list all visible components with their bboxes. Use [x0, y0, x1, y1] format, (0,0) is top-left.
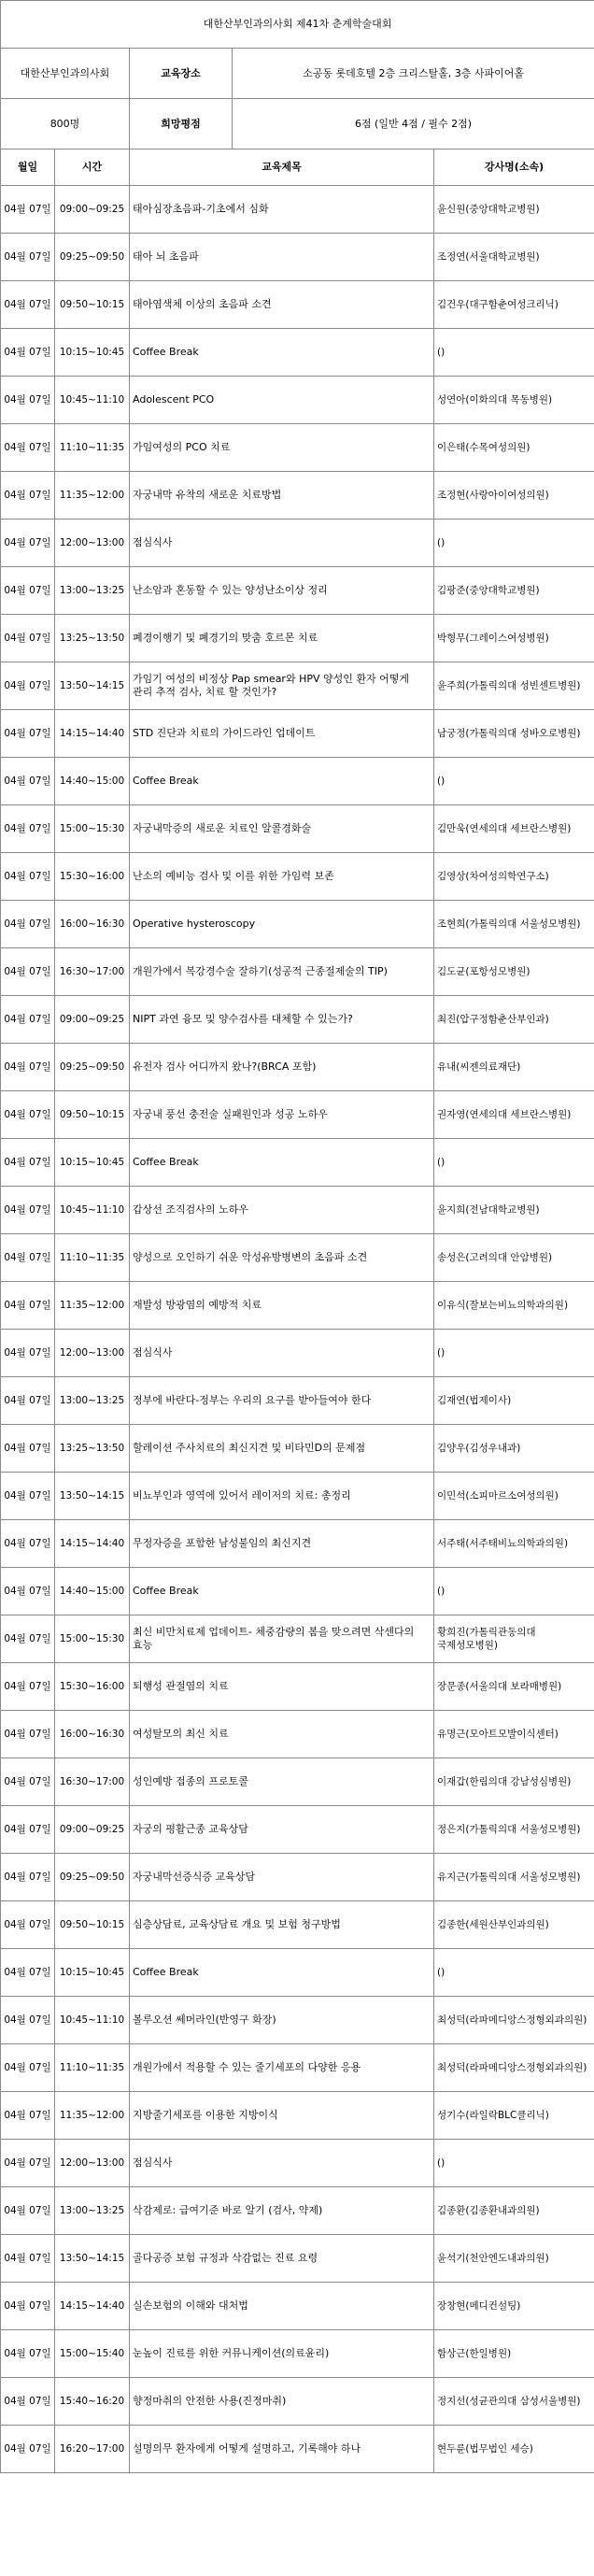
session-date: 04월 07일 [1, 424, 55, 472]
session-lecturer: 유내(씨젠의료재단) [434, 1044, 594, 1091]
session-title: STD 진단과 치료의 가이드라인 업데이트 [130, 710, 434, 758]
session-date: 04월 07일 [1, 1425, 55, 1473]
session-lecturer: 정은지(가톨릭의대 서울성모병원) [434, 1806, 594, 1854]
header-title: 교육제목 [130, 149, 434, 186]
session-date: 04월 07일 [1, 1711, 55, 1758]
session-lecturer: 유명근(모아트모발이식센터) [434, 1711, 594, 1758]
session-lecturer: 김종한(세원산부인과의원) [434, 1901, 594, 1949]
table-row [1, 615, 594, 662]
session-title: 태아염색체 이상의 초음파 소견 [130, 281, 434, 329]
table-row [1, 1663, 594, 1711]
session-lecturer: 김종환(김종환내과의원) [434, 2187, 594, 2235]
header-row [1, 149, 594, 186]
session-title: 삭감제로: 급여기준 바로 알기 (검사, 약제) [130, 2187, 434, 2235]
table-row [1, 2140, 594, 2187]
session-date: 04월 07일 [1, 377, 55, 424]
session-title: 가임기 여성의 비정상 Pap smear와 HPV 양성인 환자 어떻게 관리 추적 검사, 치료 할 것인가? [130, 662, 434, 710]
session-title: Operative hysteroscopy [130, 901, 434, 948]
session-date: 04월 07일 [1, 1615, 55, 1663]
session-title: 점심식사 [130, 1330, 434, 1377]
session-date: 04월 07일 [1, 1139, 55, 1187]
session-time: 12:00~13:00 [55, 2140, 130, 2187]
session-date: 04월 07일 [1, 1330, 55, 1377]
session-date: 04월 07일 [1, 281, 55, 329]
session-time: 10:45~11:10 [55, 1187, 130, 1234]
session-lecturer: () [434, 1330, 594, 1377]
table-row [1, 1901, 594, 1949]
session-lecturer: 장창현(메디컨설팅) [434, 2283, 594, 2330]
session-lecturer: 함상근(한일병원) [434, 2330, 594, 2378]
session-lecturer: 이민석(소피마르소여성의원) [434, 1473, 594, 1520]
table-row [1, 2330, 594, 2378]
session-title: Coffee Break [130, 1949, 434, 1997]
table-row [1, 1473, 594, 1520]
session-date: 04월 07일 [1, 1473, 55, 1520]
table-row [1, 1711, 594, 1758]
session-lecturer: 윤신원(중앙대학교병원) [434, 186, 594, 234]
session-lecturer: 남궁정(가톨릭의대 성바오로병원) [434, 710, 594, 758]
table-row [1, 1997, 594, 2044]
session-title: 정부에 바란다-정부는 우리의 요구를 받아들여야 한다 [130, 1377, 434, 1425]
session-date: 04월 07일 [1, 2378, 55, 2426]
session-time: 09:25~09:50 [55, 1044, 130, 1091]
capacity: 800명 [1, 99, 130, 149]
table-row [1, 377, 594, 424]
organizer: 대한산부인과의사회 [1, 49, 130, 99]
session-date: 04월 07일 [1, 996, 55, 1044]
session-lecturer: () [434, 758, 594, 805]
table-row [1, 1377, 594, 1425]
session-time: 15:00~15:30 [55, 805, 130, 853]
table-row [1, 805, 594, 853]
session-time: 16:00~16:30 [55, 1711, 130, 1758]
session-title: 자궁의 평활근종 교육상담 [130, 1806, 434, 1854]
session-title: 성인예방 접종의 프로토콜 [130, 1758, 434, 1806]
session-title: 자궁내막선증식증 교육상담 [130, 1854, 434, 1901]
session-time: 14:15~14:40 [55, 710, 130, 758]
session-title: Coffee Break [130, 329, 434, 377]
session-lecturer: 윤석기(천안엔도내과의원) [434, 2235, 594, 2283]
session-title: 자궁내막 유착의 새로운 치료방법 [130, 472, 434, 519]
session-title: 심층상담료, 교육상담료 개요 및 보험 청구방법 [130, 1901, 434, 1949]
session-title: Coffee Break [130, 758, 434, 805]
session-date: 04월 07일 [1, 901, 55, 948]
session-title: 퇴행성 관절염의 치료 [130, 1663, 434, 1711]
session-lecturer: 정지선(성균관의대 삼성서울병원) [434, 2378, 594, 2426]
session-title: Coffee Break [130, 1139, 434, 1187]
session-lecturer: 윤주희(가톨릭의대 성빈센트병원) [434, 662, 594, 710]
session-title: Adolescent PCO [130, 377, 434, 424]
session-time: 16:20~17:00 [55, 2426, 130, 2473]
session-date: 04월 07일 [1, 2140, 55, 2187]
session-date: 04월 07일 [1, 1377, 55, 1425]
session-time: 11:35~12:00 [55, 1282, 130, 1330]
session-lecturer: 김팡준(중앙대학교병원) [434, 567, 594, 615]
session-time: 12:00~13:00 [55, 1330, 130, 1377]
session-time: 11:35~12:00 [55, 2092, 130, 2140]
table-row [1, 710, 594, 758]
session-lecturer: 권자영(연세의대 세브란스병원) [434, 1091, 594, 1139]
session-title: 난소의 예비능 검사 및 이를 위한 가임력 보존 [130, 853, 434, 901]
session-date: 04월 07일 [1, 1854, 55, 1901]
session-lecturer: 김영상(차여성의학연구소) [434, 853, 594, 901]
session-date: 04월 07일 [1, 1758, 55, 1806]
session-lecturer: 조정현(사랑아이여성의원) [434, 472, 594, 519]
session-time: 13:50~14:15 [55, 662, 130, 710]
session-time: 10:15~10:45 [55, 1949, 130, 1997]
conference-title: 대한산부인과의사회 제41차 춘계학술대회 [1, 1, 594, 49]
session-title: 설명의무 환자에게 어떻게 설명하고, 기록해야 하나 [130, 2426, 434, 2473]
session-time: 13:50~14:15 [55, 2235, 130, 2283]
session-time: 11:35~12:00 [55, 472, 130, 519]
session-time: 14:40~15:00 [55, 1568, 130, 1615]
session-lecturer: 박형무(그레이스여성병원) [434, 615, 594, 662]
table-row [1, 1806, 594, 1854]
session-title: 향정마취의 안전한 사용(진정마취) [130, 2378, 434, 2426]
session-lecturer: 윤지희(전남대학교병원) [434, 1187, 594, 1234]
session-lecturer: 이유식(잘보는비뇨의학과의원) [434, 1282, 594, 1330]
session-date: 04월 07일 [1, 1234, 55, 1282]
session-lecturer: 김양우(김성우내과) [434, 1425, 594, 1473]
session-title: 점심식사 [130, 2140, 434, 2187]
session-title: 골다공증 보험 규정과 삭감없는 진료 요령 [130, 2235, 434, 2283]
table-row [1, 186, 594, 234]
table-row [1, 1091, 594, 1139]
session-time: 13:00~13:25 [55, 2187, 130, 2235]
session-lecturer: () [434, 1568, 594, 1615]
session-date: 04월 07일 [1, 2330, 55, 2378]
table-row [1, 2378, 594, 2426]
session-date: 04월 07일 [1, 567, 55, 615]
session-title: 가임여성의 PCO 치료 [130, 424, 434, 472]
session-date: 04월 07일 [1, 329, 55, 377]
session-time: 11:10~11:35 [55, 1234, 130, 1282]
session-date: 04월 07일 [1, 2283, 55, 2330]
session-time: 16:30~17:00 [55, 948, 130, 996]
session-title: 눈높이 진료를 위한 커뮤니케이션(의료윤리) [130, 2330, 434, 2378]
session-time: 09:50~10:15 [55, 1901, 130, 1949]
table-row [1, 1044, 594, 1091]
session-date: 04월 07일 [1, 1568, 55, 1615]
session-title: 개원가에서 복강경수술 잘하기(성공적 근종절제술의 TIP) [130, 948, 434, 996]
session-date: 04월 07일 [1, 1997, 55, 2044]
schedule-body [1, 1, 594, 2473]
session-lecturer: 김재연(법제이사) [434, 1377, 594, 1425]
session-title: Coffee Break [130, 1568, 434, 1615]
session-time: 15:00~15:40 [55, 2330, 130, 2378]
table-row [1, 472, 594, 519]
session-lecturer: 최성덕(라파메디앙스정형외과의원) [434, 2044, 594, 2092]
table-row [1, 1425, 594, 1473]
session-title: 비뇨부인과 영역에 있어서 레이저의 치료: 총정리 [130, 1473, 434, 1520]
session-time: 09:25~09:50 [55, 1854, 130, 1901]
session-date: 04월 07일 [1, 710, 55, 758]
session-date: 04월 07일 [1, 1044, 55, 1091]
table-row [1, 2283, 594, 2330]
session-lecturer: 김건우(대구함춘여성크리닉) [434, 281, 594, 329]
session-date: 04월 07일 [1, 1663, 55, 1711]
table-row [1, 1330, 594, 1377]
session-date: 04월 07일 [1, 2235, 55, 2283]
session-time: 16:00~16:30 [55, 901, 130, 948]
session-time: 09:00~09:25 [55, 186, 130, 234]
session-date: 04월 07일 [1, 758, 55, 805]
table-row [1, 758, 594, 805]
session-time: 09:00~09:25 [55, 1806, 130, 1854]
table-row [1, 1758, 594, 1806]
table-row [1, 1949, 594, 1997]
session-time: 15:30~16:00 [55, 1663, 130, 1711]
session-time: 09:25~09:50 [55, 234, 130, 281]
session-title: 최신 비만치료제 업데이트- 체중감량의 봄을 맞으려면 삭센다의 효능 [130, 1615, 434, 1663]
table-row [1, 853, 594, 901]
session-lecturer: 조정연(서울대학교병원) [434, 234, 594, 281]
session-lecturer: 서주태(서주태비뇨의학과의원) [434, 1520, 594, 1568]
session-date: 04월 07일 [1, 2044, 55, 2092]
session-lecturer: 조현희(가톨릭의대 서울성모병원) [434, 901, 594, 948]
session-title: 무정자증을 포함한 남성불임의 최신지견 [130, 1520, 434, 1568]
session-title: 유전자 검사 어디까지 왔나?(BRCA 포함) [130, 1044, 434, 1091]
session-title: 지방줄기세포를 이용한 지방이식 [130, 2092, 434, 2140]
table-row [1, 567, 594, 615]
session-title: 태아 뇌 초음파 [130, 234, 434, 281]
table-row [1, 1854, 594, 1901]
session-lecturer: 송성은(고려의대 안암병원) [434, 1234, 594, 1282]
session-time: 10:45~11:10 [55, 1997, 130, 2044]
table-row [1, 1187, 594, 1234]
session-title: 재발성 방광염의 예방적 치료 [130, 1282, 434, 1330]
session-time: 13:25~13:50 [55, 615, 130, 662]
table-row [1, 424, 594, 472]
session-lecturer: 황희진(가톨릭관동의대 국제성모병원) [434, 1615, 594, 1663]
session-date: 04월 07일 [1, 1282, 55, 1330]
table-row [1, 281, 594, 329]
session-date: 04월 07일 [1, 1091, 55, 1139]
session-time: 13:25~13:50 [55, 1425, 130, 1473]
session-date: 04월 07일 [1, 1520, 55, 1568]
info-row-credit [1, 99, 594, 149]
venue-label: 교육장소 [130, 49, 233, 99]
title-row [1, 1, 594, 49]
session-date: 04월 07일 [1, 2092, 55, 2140]
session-time: 10:45~11:10 [55, 377, 130, 424]
session-lecturer: 최성덕(라파메디앙스정형외과의원) [434, 1997, 594, 2044]
session-lecturer: 성기수(라일락BLC클리닉) [434, 2092, 594, 2140]
session-date: 04월 07일 [1, 615, 55, 662]
session-title: NIPT 과연 융모 및 양수검사를 대체할 수 있는가? [130, 996, 434, 1044]
session-title: 볼루오션 쎄머라인(반영구 화장) [130, 1997, 434, 2044]
table-row [1, 948, 594, 996]
session-date: 04월 07일 [1, 1806, 55, 1854]
session-title: 여성탈모의 최신 치료 [130, 1711, 434, 1758]
session-lecturer: 최진(압구정함춘산부인과) [434, 996, 594, 1044]
session-time: 14:15~14:40 [55, 2283, 130, 2330]
table-row [1, 1615, 594, 1663]
session-time: 10:15~10:45 [55, 329, 130, 377]
session-lecturer: () [434, 329, 594, 377]
session-lecturer: 유지근(가톨릭의대 서울성모병원) [434, 1854, 594, 1901]
table-row [1, 329, 594, 377]
session-time: 16:30~17:00 [55, 1758, 130, 1806]
session-title: 자궁내 풍선 충전술 실패원인과 성공 노하우 [130, 1091, 434, 1139]
session-date: 04월 07일 [1, 805, 55, 853]
session-title: 자궁내막증의 새로운 치료인 알콜경화술 [130, 805, 434, 853]
session-lecturer: 장문종(서울의대 보라매병원) [434, 1663, 594, 1711]
session-lecturer: 이재갑(한림의대 강남성심병원) [434, 1758, 594, 1806]
header-lecturer: 강사명(소속) [434, 149, 594, 186]
session-date: 04월 07일 [1, 186, 55, 234]
session-date: 04월 07일 [1, 1187, 55, 1234]
session-date: 04월 07일 [1, 662, 55, 710]
table-row [1, 662, 594, 710]
session-title: 양성으로 오인하기 쉬운 악성유방병변의 초음파 소견 [130, 1234, 434, 1282]
session-lecturer: 김만욱(연세의대 세브란스병원) [434, 805, 594, 853]
session-lecturer: () [434, 519, 594, 567]
table-row [1, 2235, 594, 2283]
session-title: 실손보험의 이해와 대처법 [130, 2283, 434, 2330]
session-time: 14:40~15:00 [55, 758, 130, 805]
info-row-venue [1, 49, 594, 99]
session-date: 04월 07일 [1, 1949, 55, 1997]
session-lecturer: () [434, 1949, 594, 1997]
session-title: 점심식사 [130, 519, 434, 567]
session-time: 15:00~15:30 [55, 1615, 130, 1663]
credit-label: 희망평점 [130, 99, 233, 149]
session-title: 폐경이행기 및 폐경기의 맞춤 호르몬 치료 [130, 615, 434, 662]
table-row [1, 1282, 594, 1330]
table-row [1, 1568, 594, 1615]
session-time: 13:00~13:25 [55, 567, 130, 615]
session-title: 갑상선 조직검사의 노하우 [130, 1187, 434, 1234]
session-time: 11:10~11:35 [55, 424, 130, 472]
session-lecturer: () [434, 2140, 594, 2187]
session-date: 04월 07일 [1, 2187, 55, 2235]
venue: 소공동 롯데호텔 2층 크리스탈홀, 3층 사파이어홀 [233, 49, 594, 99]
session-title: 태아심장초음파-기초에서 심화 [130, 186, 434, 234]
table-row [1, 2044, 594, 2092]
session-lecturer: 이은태(수목여성의원) [434, 424, 594, 472]
table-row [1, 901, 594, 948]
session-lecturer: 김도균(포항성모병원) [434, 948, 594, 996]
table-row [1, 996, 594, 1044]
session-time: 15:40~16:20 [55, 2378, 130, 2426]
session-title: 개원가에서 적용할 수 있는 줄기세포의 다양한 응용 [130, 2044, 434, 2092]
table-row [1, 2092, 594, 2140]
table-row [1, 1234, 594, 1282]
header-date: 월일 [1, 149, 55, 186]
session-time: 09:50~10:15 [55, 1091, 130, 1139]
session-time: 12:00~13:00 [55, 519, 130, 567]
session-time: 11:10~11:35 [55, 2044, 130, 2092]
table-row [1, 2187, 594, 2235]
session-time: 10:15~10:45 [55, 1139, 130, 1187]
header-time: 시간 [55, 149, 130, 186]
session-date: 04월 07일 [1, 1901, 55, 1949]
session-time: 15:30~16:00 [55, 853, 130, 901]
session-date: 04월 07일 [1, 948, 55, 996]
session-date: 04월 07일 [1, 853, 55, 901]
session-date: 04월 07일 [1, 519, 55, 567]
table-row [1, 234, 594, 281]
session-lecturer: 성연아(이화의대 목동병원) [434, 377, 594, 424]
table-row [1, 1139, 594, 1187]
table-row [1, 2426, 594, 2473]
session-time: 13:50~14:15 [55, 1473, 130, 1520]
session-lecturer: () [434, 1139, 594, 1187]
session-title: 할레이션 주사치료의 최신지견 및 비타민D의 문제점 [130, 1425, 434, 1473]
session-time: 09:50~10:15 [55, 281, 130, 329]
session-title: 난소암과 혼동할 수 있는 양성난소이상 정리 [130, 567, 434, 615]
session-time: 09:00~09:25 [55, 996, 130, 1044]
table-row [1, 519, 594, 567]
session-date: 04월 07일 [1, 472, 55, 519]
session-date: 04월 07일 [1, 234, 55, 281]
session-time: 13:00~13:25 [55, 1377, 130, 1425]
session-date: 04월 07일 [1, 2426, 55, 2473]
credit: 6점 (일반 4점 / 필수 2점) [233, 99, 594, 149]
session-time: 14:15~14:40 [55, 1520, 130, 1568]
session-lecturer: 현두륜(법무법인 세승) [434, 2426, 594, 2473]
table-row [1, 1520, 594, 1568]
